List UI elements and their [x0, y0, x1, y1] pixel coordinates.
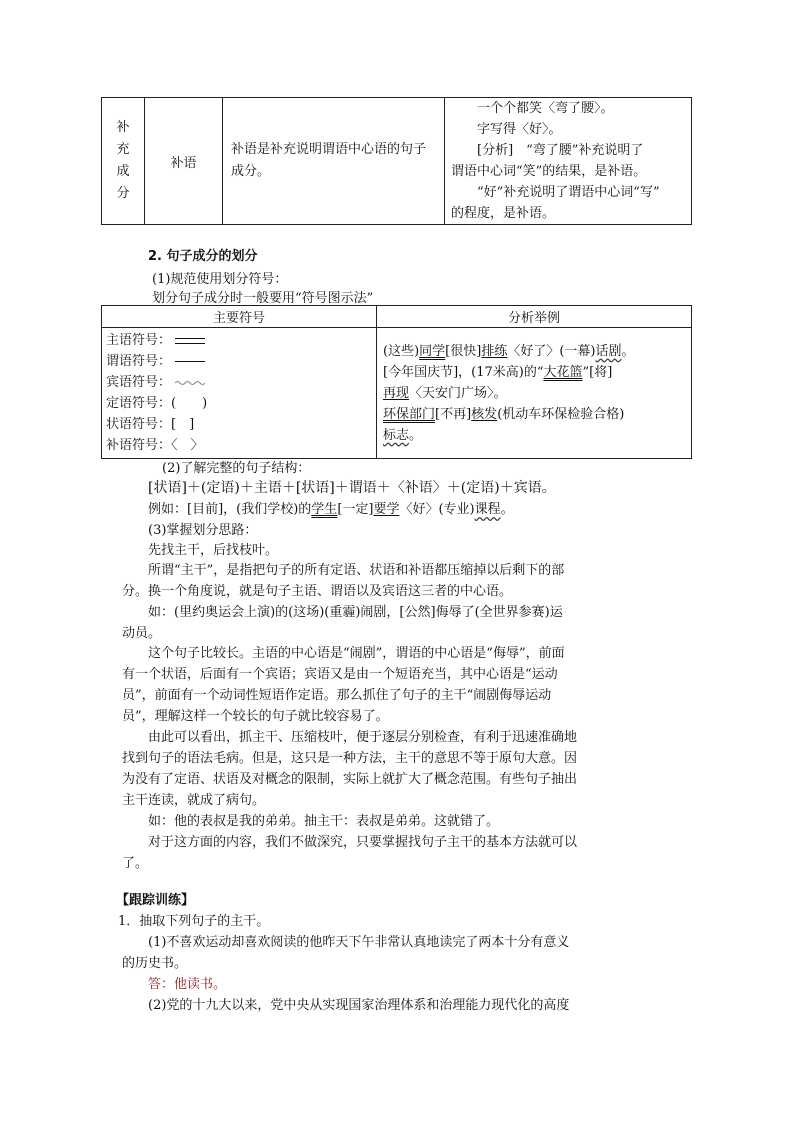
- paragraph: 动员。: [122, 626, 162, 641]
- double-underline-mark: [175, 338, 205, 344]
- object: 话剧: [595, 343, 622, 359]
- comp: 〈天安门广场〉。: [409, 385, 507, 401]
- paragraph: 员”，理解这样一个较长的句子就比较容易了。: [122, 709, 389, 724]
- predicate: 再现: [383, 385, 410, 401]
- comp: 〈好了〉(一幕): [507, 343, 596, 359]
- example-col-header-text: 分析举例: [507, 311, 560, 326]
- complement-example-line: 字写得〈好〉。: [477, 122, 562, 137]
- adv: ”[将]: [582, 364, 613, 380]
- subject: 同学: [419, 343, 446, 359]
- symbol-attributive: [106, 393, 372, 414]
- analysis-example-line: [383, 404, 685, 425]
- example-col-header: [377, 306, 692, 328]
- paragraph: 对于这方面的内容，我们不做深究，只要掌握找句子主干的基本方法就可以: [148, 835, 578, 850]
- complement-mark: 〈 〉: [171, 438, 204, 453]
- subject: 大花篮: [543, 364, 583, 380]
- symbol-col-header: [102, 306, 377, 328]
- practice-question: 1．抽取下列句子的主干。: [118, 914, 270, 929]
- practice-item: (2)党的十九大以来，党中央从实现国家治理体系和治理能力现代化的高度: [148, 998, 570, 1013]
- symbol-list-cell: [102, 328, 377, 459]
- complement-term: 补语: [170, 155, 197, 171]
- symbol-predicate: [106, 351, 372, 372]
- paragraph: 如：他的表叔是我的弟弟。抽主干：表叔是弟弟。这就错了。: [148, 814, 500, 829]
- structure-line: [状语]＋(定语)＋主语＋[状语]＋谓语＋〈补语〉＋(定语)＋宾语。: [148, 480, 556, 496]
- symbol-object: [106, 372, 372, 393]
- comp-attr: 〈好〉(专业): [399, 502, 475, 517]
- complement-example-line: 一个个都笑〈弯了腰〉。: [477, 101, 614, 116]
- sub-heading-2: (2)了解完整的句子结构：: [162, 461, 311, 476]
- predicate: 核发: [471, 406, 498, 422]
- paragraph: 所谓“主干”，是指把句子的所有定语、状语和补语都压缩掉以后剩下的部: [148, 563, 565, 578]
- analysis-example-line: [383, 362, 685, 383]
- attributive-mark: ( ): [171, 396, 208, 411]
- adverbial-mark: [ ]: [171, 417, 195, 432]
- sub-heading-1-note: 划分句子成分时一般要用“符号图示法”: [152, 291, 374, 306]
- subject: 学生: [311, 502, 338, 517]
- symbol-label: 补语符号：: [106, 438, 172, 453]
- wavy-underline-mark: [175, 379, 205, 387]
- symbol-label: 主语符号：: [106, 333, 172, 348]
- paragraph: 为没有了定语、状语及对概念的限制，实际上就扩大了概念范围。有些句子抽出: [122, 772, 578, 787]
- symbol-complement: [106, 435, 372, 456]
- complement-example-line: 谓语中心词“笑”的结果，是补语。: [451, 164, 647, 179]
- sub-heading-1: (1)规范使用划分符号：: [152, 272, 288, 287]
- practice-item: (1)不喜欢运动却喜欢阅读的他昨天下午非常认真地读完了两本十分有意义: [148, 935, 570, 950]
- paragraph: 找到句子的语法毛病。但是，这只是一种方法，主干的意思不等于原句大意。因: [122, 751, 578, 766]
- punct: 。: [409, 427, 423, 443]
- object: 标志: [383, 427, 410, 443]
- complement-example-line: 的程度，是补语。: [451, 206, 556, 221]
- adv: [不再]: [435, 406, 472, 422]
- adv: [一定]: [337, 502, 374, 517]
- paragraph: 先找主干，后找枝叶。: [148, 543, 279, 558]
- complement-category-cell: [102, 98, 145, 225]
- single-underline-mark: [175, 361, 205, 363]
- analysis-example-line: [383, 341, 685, 362]
- symbol-subject: [106, 330, 372, 351]
- symbol-label: 宾语符号：: [106, 375, 172, 390]
- adv: [很快]: [445, 343, 482, 359]
- attr: (这些): [383, 343, 420, 359]
- complement-example-line: [分析] “弯了腰”补充说明了: [477, 143, 644, 158]
- complement-examples-cell: [445, 98, 692, 225]
- object: 课程: [474, 502, 501, 517]
- paragraph: 员”，前面有一个动词性短语作定语。那么抓住了句子的主干“闹剧侮辱运动: [122, 688, 552, 703]
- symbol-table: [101, 305, 692, 459]
- punct: 。: [621, 343, 635, 359]
- complement-table: [101, 97, 692, 225]
- subject: 环保部门: [383, 406, 436, 422]
- sub-heading-3: (3)掌握划分思路：: [148, 523, 258, 538]
- complement-definition-cell: [223, 98, 445, 225]
- symbol-adverbial: [106, 414, 372, 435]
- predicate: 排练: [481, 343, 508, 359]
- complement-category: 补 充 成 分: [116, 120, 130, 201]
- practice-answer: 答：他读书。: [148, 977, 227, 992]
- practice-item: 的历史书。: [122, 956, 188, 971]
- paragraph: 这个句子比较长。主语的中心语是“闹剧”，谓语的中心语是“侮辱”，前面: [148, 646, 565, 661]
- section-heading: 2. 句子成分的划分: [148, 249, 258, 264]
- symbol-label: 谓语符号：: [106, 354, 172, 369]
- symbol-label: 定语符号：: [106, 396, 172, 411]
- paragraph: 如：(里约奥运会上演)的(这场)(重霾)闹剧，[公然]侮辱了(全世界参赛)运: [148, 605, 563, 620]
- symbol-label: 状语符号：: [106, 417, 172, 432]
- attr: (机动车环保检验合格): [497, 406, 625, 422]
- structure-example: [148, 498, 514, 517]
- practice-heading: 【跟踪训练】: [116, 893, 195, 908]
- complement-definition: 补语是补充说明谓语中心语的句子成分。: [231, 142, 427, 179]
- complement-example-line: “好”补充说明了谓语中心词“写”: [477, 185, 660, 200]
- analysis-example-line: [383, 383, 685, 404]
- complement-term-cell: [145, 98, 223, 225]
- analysis-example-line: [383, 425, 685, 446]
- text: 例如：[目前]，(我们学校)的: [148, 502, 312, 517]
- punct: 。: [500, 502, 514, 517]
- symbol-col-header-text: 主要符号: [212, 311, 265, 326]
- paragraph: 由此可以看出，抓主干、压缩枝叶，便于逐层分别检查，有利于迅速准确地: [148, 730, 578, 745]
- paragraph: 有一个状语，后面有一个宾语；宾语又是由一个短语充当，其中心语是“运动: [122, 667, 558, 682]
- paragraph: 分。换一个角度说，就是句子主语、谓语以及宾语这三者的中心语。: [122, 584, 513, 599]
- paragraph: 了。: [122, 856, 149, 871]
- example-analysis-cell: [377, 328, 692, 459]
- paragraph: 主干连读，就成了病句。: [122, 793, 266, 808]
- adv-attr: [今年国庆节]，(17米高)的“: [383, 364, 544, 380]
- predicate: 要学: [373, 502, 400, 517]
